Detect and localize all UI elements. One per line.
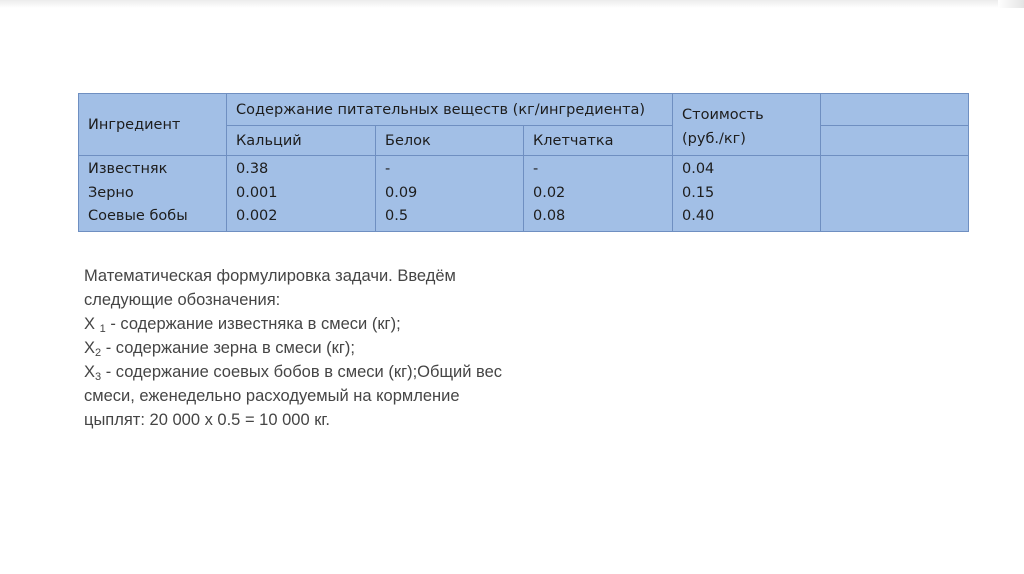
- ingredient-names-cell: [79, 156, 227, 232]
- header-calcium: Кальций: [227, 126, 376, 156]
- header-cost: [673, 94, 821, 156]
- variable-subscript: 2: [95, 347, 102, 359]
- variable-subscript: 1: [99, 323, 106, 335]
- variable-description: - содержание известняка в смеси (кг);: [105, 315, 401, 333]
- cost-value: 0.04: [682, 161, 715, 178]
- protein-value: -: [385, 161, 391, 178]
- empty-data-cell: [821, 156, 969, 232]
- slide-corner-shadow: [998, 0, 1024, 8]
- calcium-values-cell: [227, 156, 376, 232]
- variable-description: - содержание соевых бобов в смеси (кг);Общий вес: [101, 363, 503, 381]
- calcium-value: 0.38: [236, 161, 269, 178]
- header-ingredient: Ингредиент: [79, 94, 227, 156]
- protein-value: 0.09: [385, 184, 418, 201]
- notes-line: Математическая формулировка задачи. Введём: [84, 267, 456, 285]
- cost-value: 0.15: [682, 184, 715, 201]
- header-protein: Белок: [376, 126, 524, 156]
- protein-values-cell: [376, 156, 524, 232]
- table-header-row-1: [79, 94, 969, 126]
- variable-symbol: X: [84, 363, 96, 381]
- variable-x1-definition: [84, 312, 604, 336]
- calcium-value: 0.002: [236, 208, 278, 225]
- notes-line: смеси, еженедельно расходуемый на кормление: [84, 387, 460, 405]
- header-cost-line-1: Стоимость: [682, 106, 764, 123]
- fiber-value: 0.02: [533, 184, 566, 201]
- variable-x3-definition: [84, 360, 604, 384]
- notes-line: цыплят: 20 000 х 0.5 = 10 000 кг.: [84, 411, 331, 429]
- slide-canvas: [0, 8, 1024, 574]
- fiber-values-cell: [524, 156, 673, 232]
- header-fiber: Клетчатка: [524, 126, 673, 156]
- fiber-value: 0.08: [533, 208, 566, 225]
- variable-symbol: X: [84, 339, 96, 357]
- protein-value: 0.5: [385, 208, 409, 225]
- cost-values-cell: [673, 156, 821, 232]
- ingredients-table: [78, 93, 969, 232]
- empty-header-cell-top: [821, 94, 969, 126]
- header-nutrients-group: Содержание питательных веществ (кг/ингредиента): [227, 94, 673, 126]
- variable-subscript: 3: [95, 371, 102, 383]
- problem-formulation-text: [84, 264, 604, 432]
- table-data-row: [79, 156, 969, 232]
- variable-description: - содержание зерна в смеси (кг);: [101, 339, 355, 357]
- variable-x2-definition: [84, 336, 604, 360]
- empty-header-cell-bottom: [821, 126, 969, 156]
- slide-top-border: [0, 0, 1024, 8]
- ingredient-name: Известняк: [88, 161, 168, 178]
- notes-line: следующие обозначения:: [84, 291, 281, 309]
- ingredient-name: Соевые бобы: [88, 208, 188, 225]
- header-cost-line-2: (руб./кг): [682, 130, 746, 147]
- ingredient-name: Зерно: [88, 184, 134, 201]
- variable-symbol: X: [84, 315, 96, 333]
- fiber-value: -: [533, 161, 539, 178]
- calcium-value: 0.001: [236, 184, 278, 201]
- cost-value: 0.40: [682, 208, 715, 225]
